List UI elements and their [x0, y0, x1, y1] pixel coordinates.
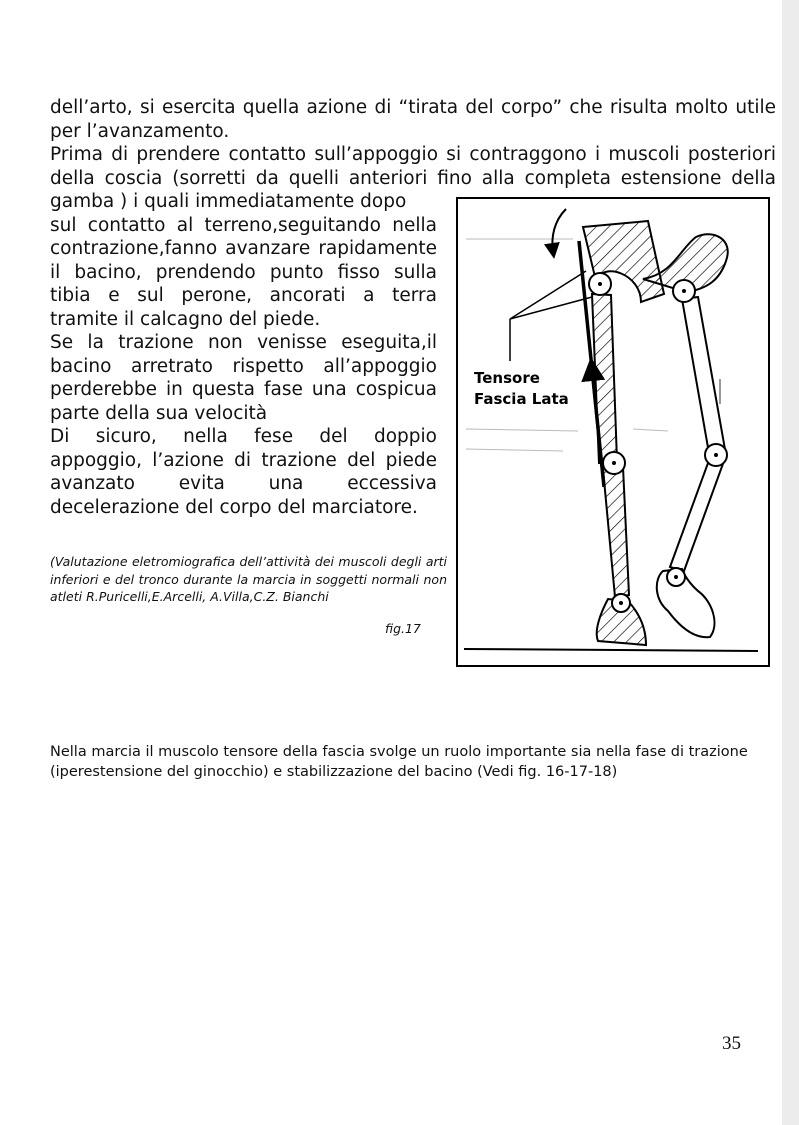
- body-line-8: il bacino, prendendo punto fisso sulla: [50, 262, 437, 283]
- body-line-9: tibia e sul perone, ancorati a terra: [50, 285, 437, 306]
- note-line-2: (iperestensione del ginocchio) e stabilizzazione del bacino (Vedi fig. 16-17-18): [50, 764, 618, 780]
- body-line-13: perderebbe in questa fase una cospicua: [50, 379, 437, 400]
- body-line-3: Prima di prendere contatto sull’appoggio si contraggono i muscoli posteriori: [50, 144, 776, 165]
- body-line-2: per l’avanzamento.: [50, 121, 230, 142]
- left-shin: [603, 467, 629, 597]
- body-line-7: contrazione,fanno avanzare rapidamente: [50, 238, 437, 259]
- figure-citation: (Valutazione eletromiografica dell’attività dei muscoli degli arti inferiori e del tronco durante la marcia in soggetti normali non atleti R.Puricelli,E.Arcelli, A.Villa,C.Z. Bianchi: [50, 554, 447, 604]
- body-line-1: dell’arto, si esercita quella azione di “tirata del corpo” che risulta molto utile: [50, 97, 776, 118]
- body-line-4: della coscia (sorretti da quelli anteriori fino alla completa estensione della: [50, 168, 776, 189]
- page-edge-shadow: [782, 0, 799, 1125]
- rotation-arrow-icon: [552, 209, 566, 251]
- body-line-5: gamba ) i quali immediatamente dopo: [50, 191, 407, 212]
- body-line-18: decelerazione del corpo del marciatore.: [50, 497, 418, 518]
- label-leader-upper: [510, 297, 592, 319]
- body-line-6: sul contatto al terreno,seguitando nella: [50, 215, 437, 236]
- label-leader-lower: [510, 271, 586, 319]
- body-line-12: bacino arretrato rispetto all’appoggio: [50, 356, 437, 377]
- page-number: 35: [722, 1033, 741, 1054]
- muscle-label-line1: Tensore: [474, 369, 540, 387]
- ground-line: [464, 649, 758, 651]
- leg-diagram: [458, 199, 768, 665]
- right-thigh: [682, 297, 726, 459]
- body-line-10: tramite il calcagno del piede.: [50, 309, 321, 330]
- body-line-11: Se la trazione non venisse eseguita,il: [50, 332, 437, 353]
- body-line-14: parte della sua velocità: [50, 403, 268, 424]
- note-line-1: Nella marcia il muscolo tensore della fascia svolge un ruolo importante sia nella fase di trazione: [50, 744, 748, 760]
- leg-diagram-figure: [456, 197, 770, 667]
- body-line-16: appoggio, l’azione di trazione del piede: [50, 450, 437, 471]
- body-line-15: Di sicuro, nella fese del doppio: [50, 426, 437, 447]
- left-thigh: [592, 294, 617, 463]
- figure-label: fig.17: [385, 621, 421, 636]
- body-line-17: avanzato evita una eccessiva: [50, 473, 437, 494]
- right-shin: [670, 461, 724, 571]
- muscle-label-line2: Fascia Lata: [474, 390, 569, 408]
